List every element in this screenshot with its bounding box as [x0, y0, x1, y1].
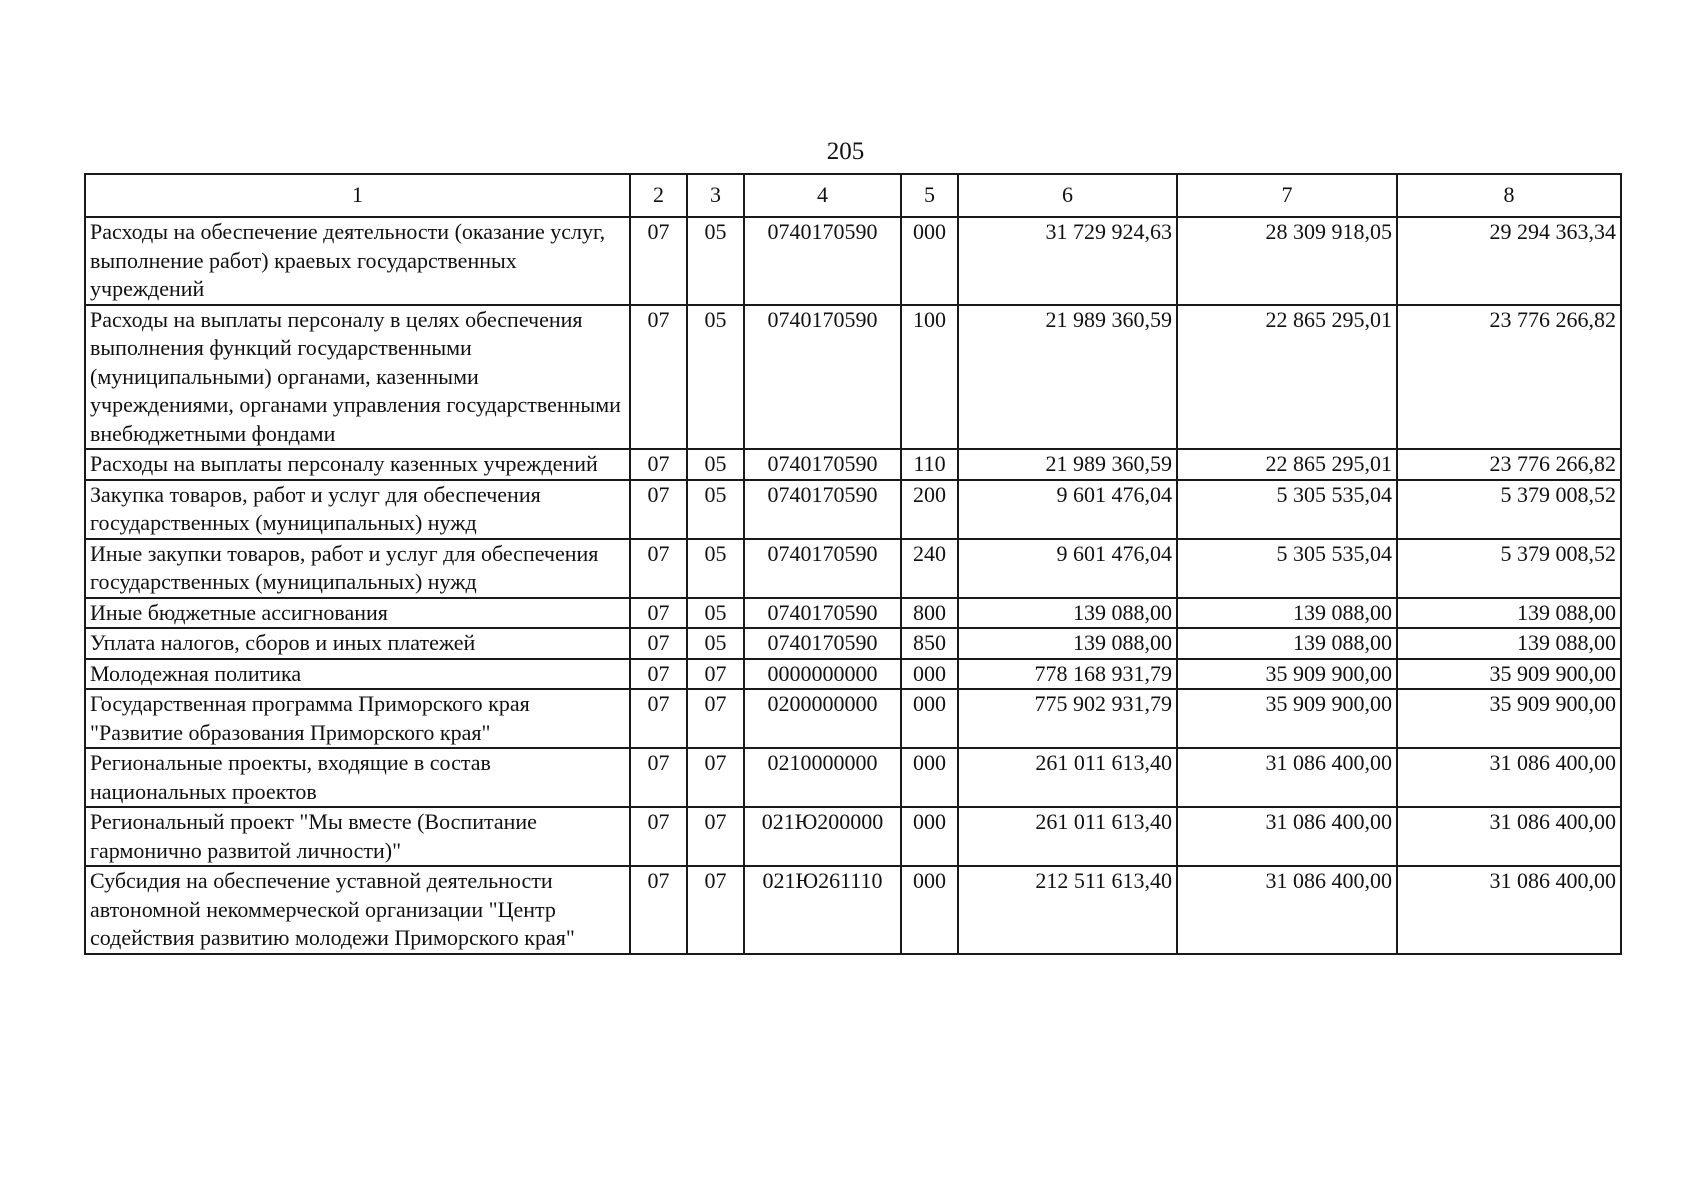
row-amount-6: 261 011 613,40 [958, 807, 1177, 866]
table-row [85, 748, 1621, 807]
table-row [85, 480, 1621, 539]
row-section: 07 [630, 480, 687, 539]
row-amount-7: 35 909 900,00 [1177, 689, 1397, 748]
row-target-code: 021Ю261110 [744, 866, 901, 954]
row-section: 07 [630, 305, 687, 450]
row-subsection: 05 [687, 539, 744, 598]
row-name: Иные бюджетные ассигнования [85, 598, 630, 629]
table-row [85, 598, 1621, 629]
row-amount-8: 31 086 400,00 [1397, 748, 1621, 807]
column-header-3: 3 [687, 174, 744, 217]
row-subsection: 07 [687, 659, 744, 690]
row-amount-8: 29 294 363,34 [1397, 217, 1621, 305]
row-subsection: 05 [687, 449, 744, 480]
row-amount-6: 261 011 613,40 [958, 748, 1177, 807]
column-header-4: 4 [744, 174, 901, 217]
row-section: 07 [630, 866, 687, 954]
table-row [85, 217, 1621, 305]
row-section: 07 [630, 449, 687, 480]
row-section: 07 [630, 539, 687, 598]
row-expense-type: 800 [901, 598, 958, 629]
row-subsection: 07 [687, 748, 744, 807]
row-amount-6: 31 729 924,63 [958, 217, 1177, 305]
row-subsection: 05 [687, 598, 744, 629]
table-row [85, 659, 1621, 690]
row-amount-8: 35 909 900,00 [1397, 689, 1621, 748]
row-amount-7: 22 865 295,01 [1177, 305, 1397, 450]
row-amount-6: 9 601 476,04 [958, 480, 1177, 539]
budget-table [84, 173, 1622, 955]
row-target-code: 0740170590 [744, 305, 901, 450]
row-name: Региональный проект "Мы вместе (Воспитание гармонично развитой личности)" [85, 807, 630, 866]
row-section: 07 [630, 628, 687, 659]
column-header-8: 8 [1397, 174, 1621, 217]
table-row [85, 866, 1621, 954]
row-subsection: 05 [687, 217, 744, 305]
row-expense-type: 240 [901, 539, 958, 598]
column-header-7: 7 [1177, 174, 1397, 217]
row-expense-type: 850 [901, 628, 958, 659]
table-row [85, 305, 1621, 450]
row-section: 07 [630, 748, 687, 807]
row-section: 07 [630, 689, 687, 748]
row-name: Молодежная политика [85, 659, 630, 690]
row-amount-7: 139 088,00 [1177, 628, 1397, 659]
row-section: 07 [630, 598, 687, 629]
row-target-code: 0200000000 [744, 689, 901, 748]
row-target-code: 0740170590 [744, 480, 901, 539]
row-amount-6: 778 168 931,79 [958, 659, 1177, 690]
row-amount-6: 139 088,00 [958, 598, 1177, 629]
row-name: Закупка товаров, работ и услуг для обеспечения государственных (муниципальных) нужд [85, 480, 630, 539]
page-number: 205 [826, 138, 865, 165]
row-section: 07 [630, 807, 687, 866]
row-amount-8: 35 909 900,00 [1397, 659, 1621, 690]
row-amount-7: 5 305 535,04 [1177, 480, 1397, 539]
table-row [85, 449, 1621, 480]
row-amount-7: 28 309 918,05 [1177, 217, 1397, 305]
column-header-2: 2 [630, 174, 687, 217]
row-target-code: 0740170590 [744, 539, 901, 598]
row-subsection: 07 [687, 689, 744, 748]
table-row [85, 628, 1621, 659]
row-target-code: 0000000000 [744, 659, 901, 690]
row-target-code: 0210000000 [744, 748, 901, 807]
row-expense-type: 000 [901, 689, 958, 748]
row-target-code: 021Ю200000 [744, 807, 901, 866]
row-expense-type: 110 [901, 449, 958, 480]
row-expense-type: 200 [901, 480, 958, 539]
row-name: Государственная программа Приморского края "Развитие образования Приморского края" [85, 689, 630, 748]
row-expense-type: 000 [901, 659, 958, 690]
row-expense-type: 000 [901, 217, 958, 305]
row-amount-7: 35 909 900,00 [1177, 659, 1397, 690]
row-amount-8: 139 088,00 [1397, 628, 1621, 659]
row-amount-7: 31 086 400,00 [1177, 866, 1397, 954]
row-amount-8: 5 379 008,52 [1397, 539, 1621, 598]
row-amount-8: 5 379 008,52 [1397, 480, 1621, 539]
row-target-code: 0740170590 [744, 449, 901, 480]
row-amount-6: 775 902 931,79 [958, 689, 1177, 748]
table-row [85, 689, 1621, 748]
row-amount-8: 139 088,00 [1397, 598, 1621, 629]
column-header-1: 1 [85, 174, 630, 217]
row-subsection: 07 [687, 807, 744, 866]
row-name: Расходы на выплаты персоналу казенных учреждений [85, 449, 630, 480]
row-amount-7: 139 088,00 [1177, 598, 1397, 629]
row-amount-8: 31 086 400,00 [1397, 866, 1621, 954]
row-section: 07 [630, 217, 687, 305]
row-amount-8: 23 776 266,82 [1397, 305, 1621, 450]
row-expense-type: 000 [901, 866, 958, 954]
row-amount-8: 31 086 400,00 [1397, 807, 1621, 866]
row-amount-7: 5 305 535,04 [1177, 539, 1397, 598]
table-row [85, 807, 1621, 866]
row-name: Иные закупки товаров, работ и услуг для обеспечения государственных (муниципальных) нужд [85, 539, 630, 598]
row-subsection: 05 [687, 305, 744, 450]
row-target-code: 0740170590 [744, 217, 901, 305]
row-name: Уплата налогов, сборов и иных платежей [85, 628, 630, 659]
row-subsection: 05 [687, 628, 744, 659]
row-section: 07 [630, 659, 687, 690]
row-amount-7: 31 086 400,00 [1177, 748, 1397, 807]
row-name: Расходы на выплаты персоналу в целях обеспечения выполнения функций государственными (муниципальными) органами, казенными учреждениями, органами управления государственными внебюджетными фондами [85, 305, 630, 450]
column-header-6: 6 [958, 174, 1177, 217]
row-amount-8: 23 776 266,82 [1397, 449, 1621, 480]
row-target-code: 0740170590 [744, 628, 901, 659]
row-amount-6: 139 088,00 [958, 628, 1177, 659]
row-amount-7: 31 086 400,00 [1177, 807, 1397, 866]
column-header-5: 5 [901, 174, 958, 217]
row-subsection: 05 [687, 480, 744, 539]
row-name: Субсидия на обеспечение уставной деятельности автономной некоммерческой организации "Центр содействия развитию молодежи Приморского края" [85, 866, 630, 954]
row-name: Региональные проекты, входящие в состав национальных проектов [85, 748, 630, 807]
row-expense-type: 000 [901, 807, 958, 866]
table-row [85, 539, 1621, 598]
row-expense-type: 100 [901, 305, 958, 450]
row-amount-6: 21 989 360,59 [958, 305, 1177, 450]
row-amount-6: 21 989 360,59 [958, 449, 1177, 480]
row-amount-6: 9 601 476,04 [958, 539, 1177, 598]
row-target-code: 0740170590 [744, 598, 901, 629]
row-subsection: 07 [687, 866, 744, 954]
row-amount-6: 212 511 613,40 [958, 866, 1177, 954]
header-row [85, 174, 1621, 217]
row-amount-7: 22 865 295,01 [1177, 449, 1397, 480]
row-expense-type: 000 [901, 748, 958, 807]
row-name: Расходы на обеспечение деятельности (оказание услуг, выполнение работ) краевых государственных учреждений [85, 217, 630, 305]
